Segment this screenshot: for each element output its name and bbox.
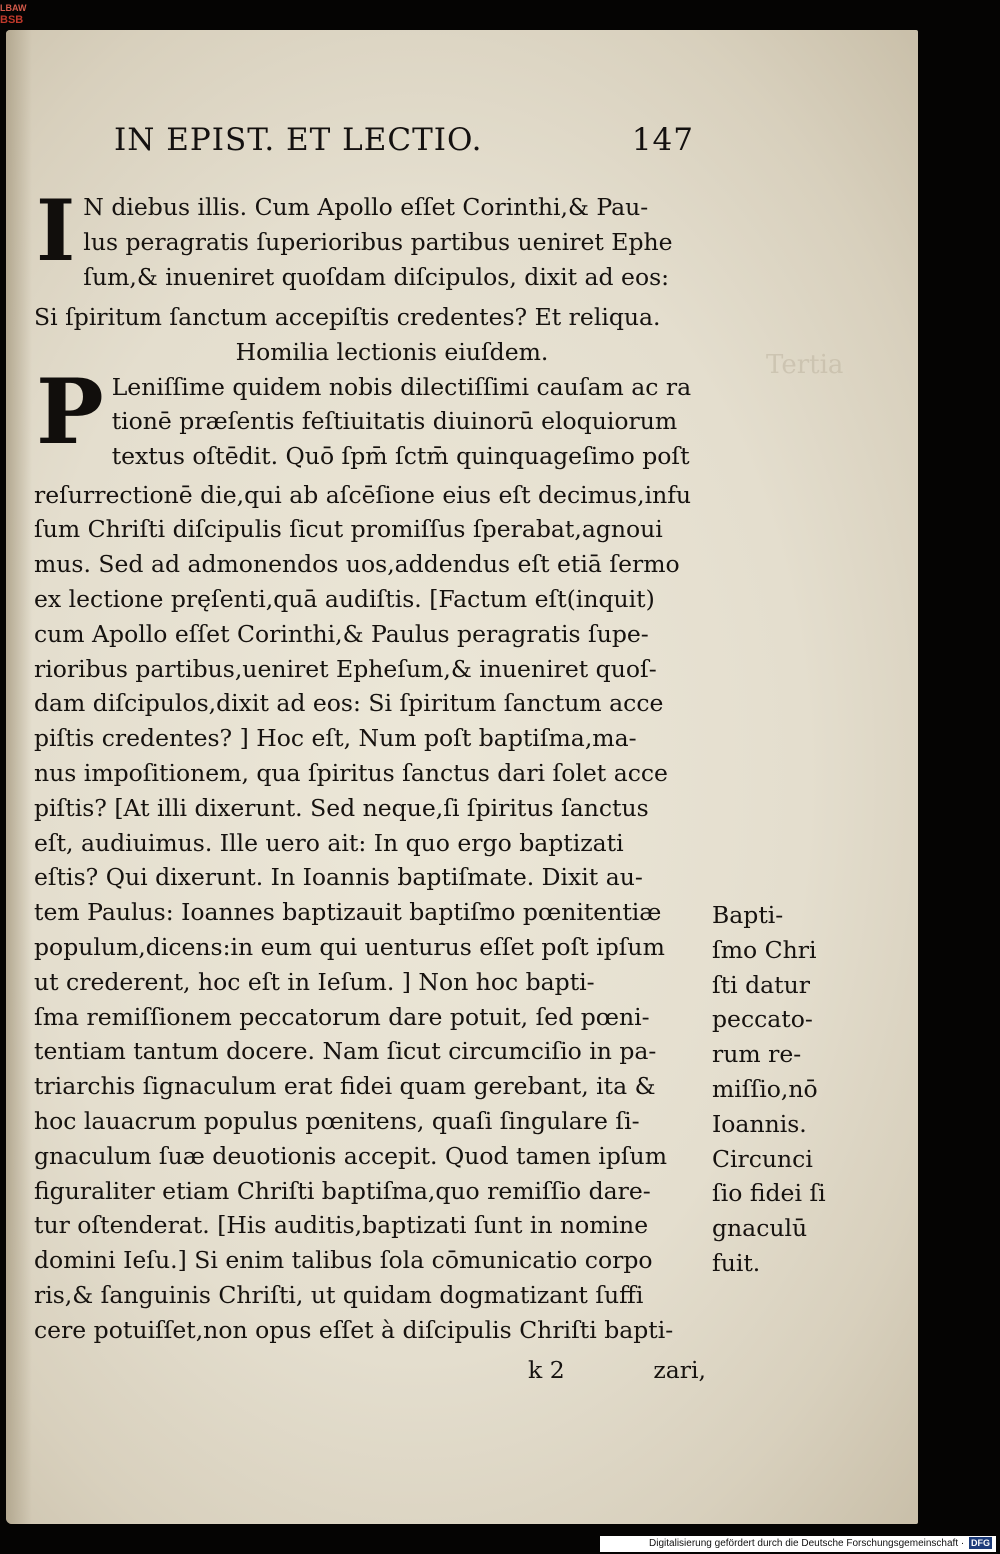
text-line: lus peragratis ſuperioribus partibus ueniret Ephe	[83, 227, 673, 256]
text-line: N diebus illis. Cum Apollo eſſet Corinthi,& Pau-	[83, 193, 649, 221]
text-line: textus oſtēdit. Quō ſpm̄ ſctm̄ quinquageſimo poſt	[111, 442, 690, 471]
margin-line: gnaculū	[712, 1214, 808, 1243]
margin-line: fuit.	[712, 1248, 761, 1277]
text-line: rioribus partibus,ueniret Epheſum,& inueniret quoſ-	[34, 654, 657, 683]
text-line: ris,& ſanguinis Chriſti, ut quidam dogmatizant ſuffi	[34, 1280, 644, 1309]
running-title: IN EPIST. ET LECTIO.	[114, 122, 483, 158]
margin-line: ſio fidei ſi	[712, 1179, 826, 1208]
homily-passage	[34, 358, 710, 1348]
homily-heading: Homilia lectionis eiuſdem.	[235, 337, 549, 366]
text-line: nus impoſitionem, qua ſpiritus ſanctus dari ſolet acce	[34, 758, 668, 787]
library-watermark	[0, 2, 48, 26]
page-header	[114, 122, 694, 162]
epistle-passage	[34, 181, 710, 335]
text-line: tionē præſentis feſtiuitatis diuinorū eloquiorum	[111, 407, 678, 436]
text-line: gnaculum ſuæ deuotionis accepit. Quod tamen ipſum	[34, 1141, 667, 1170]
margin-line: ſti datur	[712, 970, 810, 999]
margin-line: ſmo Chri	[712, 935, 817, 964]
watermark-line-1: LBAW	[0, 3, 27, 13]
text-line: hoc lauacrum populus pœnitens, quaſi ſingulare ſi-	[34, 1106, 640, 1135]
signature-mark: k 2	[528, 1356, 565, 1384]
margin-line: peccato-	[712, 1005, 813, 1034]
main-text-block	[34, 181, 710, 1348]
marginal-note	[712, 898, 852, 1281]
text-line: reſurrectionē die,qui ab aſcēſione eius eſt decimus,infu	[34, 480, 692, 509]
text-line: tentiam tantum docere. Nam ſicut circumciſio in pa-	[34, 1037, 657, 1066]
text-line: Leniſſime quidem nobis dilectiſſimi cauſam ac ra	[111, 372, 692, 401]
text-line: tem Paulus: Ioannes baptizauit baptiſmo pœnitentiæ	[34, 898, 662, 927]
text-line: figuraliter etiam Chriſti baptiſma,quo remiſſio dare-	[34, 1176, 651, 1205]
watermark-line-2: BSB	[0, 14, 24, 26]
book-page	[6, 30, 918, 1524]
bleed-through-text: Tertia	[766, 350, 844, 380]
catchword: zari,	[653, 1356, 706, 1384]
page-number: 147	[631, 122, 694, 158]
dfg-logo: DFG	[971, 1538, 990, 1548]
text-line: piſtis? [At illi dixerunt. Sed neque,ſi ſpiritus ſanctus	[34, 793, 649, 822]
text-line: ex lectione pręſenti,quā audiſtis. [Factum eſt(inquit)	[34, 584, 655, 613]
text-line: ſum,& inueniret quoſdam diſcipulos, dixit ad eos:	[83, 262, 670, 291]
text-line: triarchis ſignaculum erat fidei quam gerebant, ita &	[34, 1072, 656, 1101]
text-line: ſum Chriſti diſcipulis ſicut promiſſus ſperabat,agnoui	[34, 515, 663, 544]
text-line: cere potuiſſet,non opus eſſet à diſcipulis Chriſti bapti-	[34, 1315, 674, 1344]
drop-cap-p: P	[36, 358, 104, 465]
text-line: piſtis credentes? ] Hoc eſt, Num poſt baptiſma,ma-	[34, 724, 637, 753]
margin-line: miſſio,nō	[712, 1074, 818, 1103]
text-line: tur oſtenderat. [His auditis,baptizati ſunt in nomine	[34, 1211, 649, 1240]
text-line: Si ſpiritum ſanctum accepiſtis credentes? Et reliqua.	[34, 303, 661, 331]
text-line: populum,dicens:in eum qui uenturus eſſet poſt ipſum	[34, 932, 665, 961]
text-line: eſtis? Qui dixerunt. In Ioannis baptiſmate. Dixit au-	[34, 863, 643, 892]
margin-line: Circunci	[712, 1144, 813, 1173]
drop-cap-i: I	[36, 181, 76, 280]
dfg-credit-footer	[600, 1536, 996, 1552]
text-line: cum Apollo eſſet Corinthi,& Paulus peragratis ſupe-	[34, 619, 649, 648]
text-line: ut crederent, hoc eſt in Ieſum. ] Non hoc bapti-	[34, 967, 595, 996]
text-line: ſma remiſſionem peccatorum dare potuit, ſed pœni-	[34, 1002, 650, 1031]
text-line: dam diſcipulos,dixit ad eos: Si ſpiritum ſanctum acce	[34, 689, 664, 718]
margin-line: rum re-	[712, 1040, 802, 1069]
margin-line: Bapti-	[712, 901, 784, 929]
footer-text: Digitalisierung gefördert durch die Deutsche Forschungsgemeinschaft ·	[649, 1538, 965, 1549]
text-line: domini Ieſu.] Si enim talibus ſola cōmunicatio corpo	[34, 1246, 653, 1275]
text-line: eſt, audiuimus. Ille uero ait: In quo ergo baptizati	[34, 828, 624, 857]
margin-line: Ioannis.	[712, 1109, 807, 1138]
text-line: mus. Sed ad admonendos uos,addendus eſt etiā ſermo	[34, 550, 680, 579]
